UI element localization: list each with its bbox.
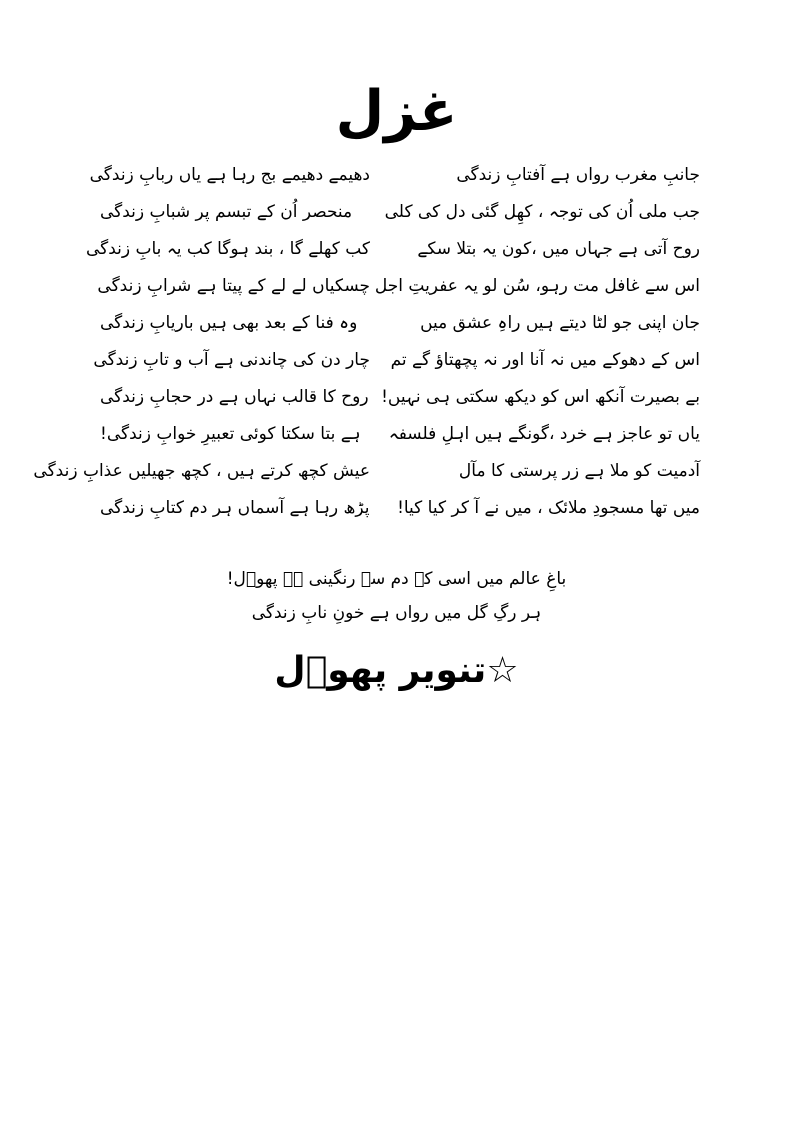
couplet bbox=[100, 197, 700, 234]
couplet bbox=[93, 345, 700, 382]
misra-second: کب کھلے گا ، بند ہوگا کب یہ بابِ زندگی bbox=[85, 239, 370, 259]
misra-second: ہے بتا سکتا کوئی تعبیرِ خوابِ زندگی! bbox=[100, 424, 361, 444]
misra-second: دھیمے دھیمے بج رہا ہے یاں ربابِ زندگی bbox=[89, 165, 370, 185]
misra-second: روح کا قالب نہاں ہے در حجابِ زندگی bbox=[100, 387, 369, 407]
ghazal-title: غزل bbox=[335, 79, 458, 144]
verses bbox=[33, 160, 700, 530]
couplet bbox=[97, 271, 700, 308]
maqta bbox=[0, 562, 793, 630]
misra-first: روح آتی ہے جہاں میں ،کون یہ بتلا سکے bbox=[417, 239, 700, 259]
misra-first: آدمیت کو ملا ہے زر پرستی کا مآل bbox=[458, 461, 700, 481]
misra-first: میں تھا مسجودِ ملائک ، میں نے آ کر کیا کیا! bbox=[397, 498, 700, 518]
misra-first: اس کے دھوکے میں نہ آنا اور نہ پچھتاؤ گے تم bbox=[390, 350, 700, 370]
misra-first: جانبِ مغرب رواں ہے آفتابِ زندگی bbox=[456, 165, 700, 185]
misra-second: منحصر اُن کے تبسم پر شبابِ زندگی bbox=[100, 202, 353, 222]
misra-first: یاں تو عاجز ہے خرد ،گونگے ہیں اہلِ فلسفہ bbox=[388, 424, 700, 444]
misra-second: پڑھ رہا ہے آسماں ہر دم کتابِ زندگی bbox=[100, 498, 370, 518]
misra-first: بے بصیرت آنکھ اس کو دیکھ سکتی ہی نہیں! bbox=[381, 387, 700, 407]
couplet bbox=[100, 382, 700, 419]
misra-second: چار دن کی چاندنی ہے آب و تابِ زندگی bbox=[93, 350, 370, 370]
couplet bbox=[89, 160, 700, 197]
misra-second: عیش کچھ کرتے ہیں ، کچھ جھیلیں عذابِ زندگی bbox=[33, 461, 370, 481]
couplet bbox=[100, 419, 700, 456]
couplet bbox=[100, 493, 700, 530]
couplet bbox=[100, 308, 700, 345]
couplet bbox=[33, 456, 700, 493]
misra-second: وہ فنا کے بعد بھی ہیں باریابِ زندگی bbox=[100, 313, 358, 333]
maqta-line-1: باغِ عالم میں اسی کے دم سے رنگینی ہے پھوؔل! bbox=[226, 569, 567, 589]
misra-first: جب ملی اُن کی توجہ ، کھِل گئی دل کی کلی bbox=[384, 202, 700, 222]
poet-signature: ☆تنویر پھوؔل bbox=[274, 650, 519, 691]
misra-second: چسکیاں لے لے کے پیتا ہے شرابِ زندگی bbox=[97, 276, 370, 296]
misra-first: جان اپنی جو لٹا دیتے ہیں راہِ عشق میں bbox=[420, 313, 700, 333]
maqta-line-2: ہر رگِ گل میں رواں ہے خونِ نابِ زندگی bbox=[251, 603, 542, 623]
couplet bbox=[85, 234, 700, 271]
misra-first: اس سے غافل مت رہو، سُن لو یہ عفریتِ اجل bbox=[374, 276, 700, 296]
